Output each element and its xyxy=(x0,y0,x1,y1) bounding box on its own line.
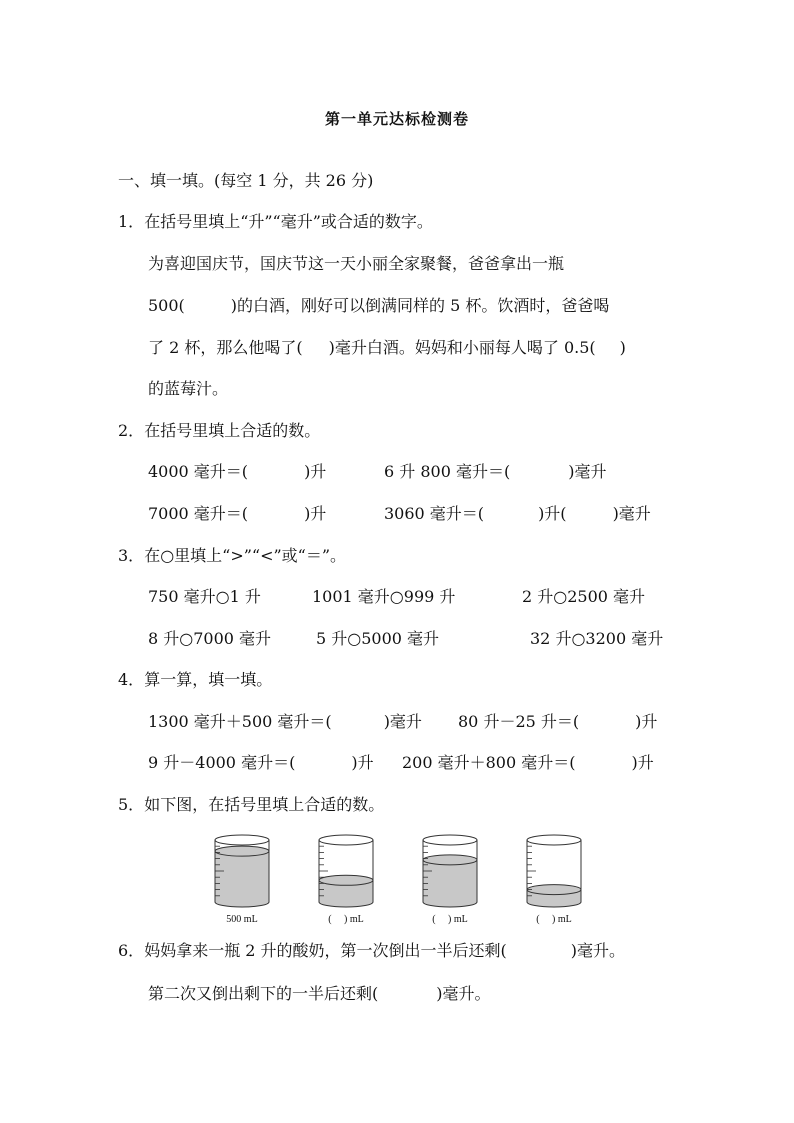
q2-text: 7000 毫升＝( xyxy=(148,504,249,523)
question-prompt: 算一算，填一填。 xyxy=(144,670,273,689)
q4-text: 80 升－25 升＝( xyxy=(458,712,580,731)
question-number: 3． xyxy=(118,546,145,565)
q1-text: )毫升白酒。妈妈和小丽每人喝了 0.5( xyxy=(328,338,596,357)
q6-text: 第二次又倒出剩下的一半后还剩( xyxy=(148,984,379,1003)
question-5 xyxy=(118,794,384,816)
question-2 xyxy=(118,420,320,442)
beaker-label: 500 mL xyxy=(226,914,258,925)
q4-item-a xyxy=(148,711,422,733)
compare-item[interactable]: 5 升○5000 毫升 xyxy=(316,629,440,648)
q2-text: )升 xyxy=(304,504,327,523)
q4-text: 200 毫升＋800 毫升＝( xyxy=(402,753,576,772)
question-6 xyxy=(118,940,625,962)
liquid-surface xyxy=(215,846,269,856)
beaker-figure xyxy=(200,830,600,930)
q2-item-c xyxy=(148,503,326,525)
q4-text: 1300 毫升＋500 毫升＝( xyxy=(148,712,332,731)
q4-text: )升 xyxy=(631,753,654,772)
q4-text: )升 xyxy=(351,753,374,772)
beaker-rim xyxy=(215,835,269,845)
question-number: 5． xyxy=(118,795,145,814)
liquid-surface xyxy=(527,885,581,895)
beaker-liquid xyxy=(423,860,477,907)
question-prompt: 在括号里填上“升”“毫升”或合适的数字。 xyxy=(144,212,433,231)
q6-text: 妈妈拿来一瓶 2 升的酸奶，第一次倒出一半后还剩( xyxy=(144,941,507,960)
q4-item-b xyxy=(458,711,657,733)
q2-item-a xyxy=(148,461,326,483)
q2-text: 6 升 800 毫升＝( xyxy=(384,462,511,481)
compare-item[interactable]: 2 升○2500 毫升 xyxy=(522,587,646,606)
compare-item[interactable]: 750 毫升○1 升 xyxy=(148,587,261,606)
q2-item-d xyxy=(384,503,651,525)
q4-item-c xyxy=(148,752,374,774)
q1-text-line-1: 为喜迎国庆节，国庆节这一天小丽全家聚餐，爸爸拿出一瓶 xyxy=(148,254,565,273)
q6-text-line-2 xyxy=(148,983,491,1005)
beaker-label: ( ) mL xyxy=(536,914,572,925)
question-number: 4． xyxy=(118,670,145,689)
beaker-label: ( ) mL xyxy=(328,914,364,925)
beaker-liquid xyxy=(215,851,269,907)
section-heading: 一、填一填。(每空 1 分，共 26 分) xyxy=(118,171,374,190)
q2-text: )升 xyxy=(304,462,327,481)
q2-text: 4000 毫升＝( xyxy=(148,462,249,481)
q4-text: )毫升 xyxy=(383,712,422,731)
q2-item-b xyxy=(384,461,606,483)
question-prompt: 在括号里填上合适的数。 xyxy=(144,421,321,440)
question-1 xyxy=(118,211,433,233)
q1-text-line-2 xyxy=(148,295,609,317)
q4-text: )升 xyxy=(635,712,658,731)
q2-text: )毫升 xyxy=(568,462,607,481)
q1-text: 了 2 杯，那么他喝了( xyxy=(148,338,303,357)
q1-text: 500( xyxy=(148,296,185,315)
q2-text: )升( xyxy=(538,504,567,523)
compare-item[interactable]: 1001 毫升○999 升 xyxy=(312,587,456,606)
question-number: 1． xyxy=(118,212,145,231)
beaker-label: ( ) mL xyxy=(432,914,468,925)
q1-text-line-3 xyxy=(148,337,626,359)
q6-text: )毫升。 xyxy=(436,984,491,1003)
beaker-rim xyxy=(319,835,373,845)
compare-item[interactable]: 8 升○7000 毫升 xyxy=(148,629,272,648)
question-4 xyxy=(118,669,272,691)
compare-item[interactable]: 32 升○3200 毫升 xyxy=(530,629,664,648)
beaker-rim xyxy=(527,835,581,845)
question-3 xyxy=(118,545,346,567)
question-prompt: 在○里填上“>”“<”或“＝”。 xyxy=(144,546,347,565)
q6-text: )毫升。 xyxy=(570,941,626,960)
liquid-surface xyxy=(423,855,477,865)
q4-text: 9 升－4000 毫升＝( xyxy=(148,753,296,772)
question-number: 6． xyxy=(118,941,145,960)
q1-text: )的白酒，刚好可以倒满同样的 5 杯。饮酒时，爸爸喝 xyxy=(230,296,610,315)
q1-text: ) xyxy=(619,338,626,357)
question-prompt: 如下图，在括号里填上合适的数。 xyxy=(144,795,385,814)
liquid-surface xyxy=(319,875,373,885)
q4-item-d xyxy=(402,752,654,774)
q2-text: )毫升 xyxy=(612,504,651,523)
beaker-rim xyxy=(423,835,477,845)
q1-text-line-4: 的蓝莓汁。 xyxy=(148,379,229,398)
question-number: 2． xyxy=(118,421,145,440)
q2-text: 3060 毫升＝( xyxy=(384,504,485,523)
page-title: 第一单元达标检测卷 xyxy=(324,110,469,128)
